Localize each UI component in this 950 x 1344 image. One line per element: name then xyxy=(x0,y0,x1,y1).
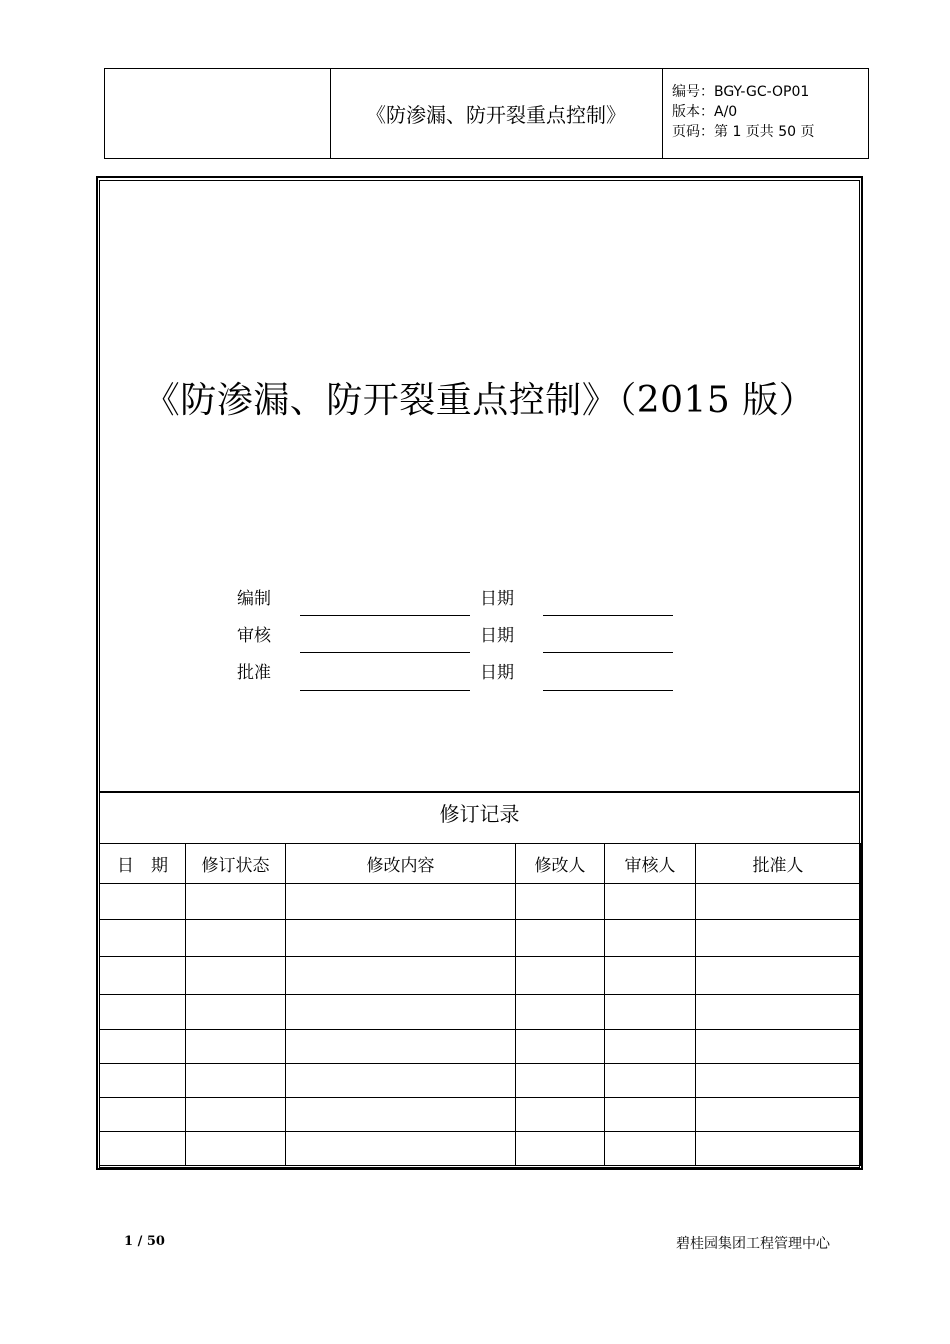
revision-title: 修订记录 xyxy=(439,802,520,826)
page-indicator: 页码：第 1 页共 50 页 xyxy=(672,124,815,140)
table-cell[interactable] xyxy=(516,1030,605,1064)
column-header-date: 日 期 xyxy=(100,844,186,884)
signoff-line-approved[interactable] xyxy=(300,690,470,691)
footer-page-number: 1 / 50 xyxy=(124,1234,165,1249)
signoff-date-label-approved: 日期 xyxy=(480,663,514,683)
column-header-approver: 批准人 xyxy=(696,844,861,884)
table-row xyxy=(100,1098,861,1132)
table-cell[interactable] xyxy=(696,957,861,995)
revision-header-row xyxy=(100,844,861,884)
table-cell[interactable] xyxy=(516,1064,605,1098)
table-cell[interactable] xyxy=(100,1098,186,1132)
table-row xyxy=(100,1030,861,1064)
table-cell[interactable] xyxy=(605,920,696,957)
signoff-line-reviewed[interactable] xyxy=(300,652,470,653)
table-cell[interactable] xyxy=(286,1098,516,1132)
signoff-label-prepared: 编制 xyxy=(237,589,271,609)
table-cell[interactable] xyxy=(186,957,286,995)
table-row xyxy=(100,920,861,957)
revision-divider xyxy=(99,791,860,793)
table-cell[interactable] xyxy=(100,1030,186,1064)
signoff-line-prepared[interactable] xyxy=(300,615,470,616)
signoff-date-line-prepared[interactable] xyxy=(543,615,673,616)
table-cell[interactable] xyxy=(186,920,286,957)
table-cell[interactable] xyxy=(186,1064,286,1098)
document-version: 版本：A/0 xyxy=(672,104,738,120)
table-cell[interactable] xyxy=(696,1098,861,1132)
table-cell[interactable] xyxy=(605,884,696,920)
signoff-label-reviewed: 审核 xyxy=(237,626,271,646)
signoff-date-line-reviewed[interactable] xyxy=(543,652,673,653)
table-cell[interactable] xyxy=(516,1098,605,1132)
table-cell[interactable] xyxy=(186,1098,286,1132)
table-cell[interactable] xyxy=(516,884,605,920)
table-cell[interactable] xyxy=(100,1064,186,1098)
table-cell[interactable] xyxy=(696,1132,861,1166)
table-cell[interactable] xyxy=(696,920,861,957)
table-cell[interactable] xyxy=(696,1064,861,1098)
table-cell[interactable] xyxy=(186,1030,286,1064)
table-cell[interactable] xyxy=(186,995,286,1030)
table-cell[interactable] xyxy=(100,884,186,920)
table-cell[interactable] xyxy=(696,884,861,920)
revision-table-body xyxy=(100,884,861,1166)
table-cell[interactable] xyxy=(516,957,605,995)
column-header-reviewer: 审核人 xyxy=(605,844,696,884)
table-cell[interactable] xyxy=(186,884,286,920)
table-cell[interactable] xyxy=(605,1098,696,1132)
table-cell[interactable] xyxy=(516,995,605,1030)
table-cell[interactable] xyxy=(286,884,516,920)
table-cell[interactable] xyxy=(286,957,516,995)
table-row xyxy=(100,957,861,995)
table-cell[interactable] xyxy=(100,1132,186,1166)
table-cell[interactable] xyxy=(286,995,516,1030)
signoff-date-line-approved[interactable] xyxy=(543,690,673,691)
signoff-label-approved: 批准 xyxy=(237,663,271,683)
header-meta xyxy=(663,69,868,158)
table-cell[interactable] xyxy=(696,995,861,1030)
table-cell[interactable] xyxy=(286,920,516,957)
table-cell[interactable] xyxy=(100,995,186,1030)
table-cell[interactable] xyxy=(605,1030,696,1064)
document-code: 编号：BGY-GC-OP01 xyxy=(672,84,810,100)
table-cell[interactable] xyxy=(286,1064,516,1098)
table-row xyxy=(100,995,861,1030)
table-row xyxy=(100,1064,861,1098)
column-header-status: 修订状态 xyxy=(186,844,286,884)
signoff-date-label-prepared: 日期 xyxy=(480,589,514,609)
table-cell[interactable] xyxy=(696,1030,861,1064)
column-header-content: 修改内容 xyxy=(286,844,516,884)
table-cell[interactable] xyxy=(100,920,186,957)
table-cell[interactable] xyxy=(605,995,696,1030)
table-cell[interactable] xyxy=(605,957,696,995)
table-cell[interactable] xyxy=(605,1064,696,1098)
table-cell[interactable] xyxy=(100,957,186,995)
column-header-modifier: 修改人 xyxy=(516,844,605,884)
header-logo-cell xyxy=(105,69,331,158)
table-cell[interactable] xyxy=(186,1132,286,1166)
table-cell[interactable] xyxy=(286,1030,516,1064)
table-cell[interactable] xyxy=(286,1132,516,1166)
header-title: 《防渗漏、防开裂重点控制》 xyxy=(330,69,663,158)
cover-title: 《防渗漏、防开裂重点控制》（2015 版） xyxy=(143,380,816,421)
table-row xyxy=(100,884,861,920)
table-cell[interactable] xyxy=(516,920,605,957)
table-row xyxy=(100,1132,861,1166)
table-cell[interactable] xyxy=(605,1132,696,1166)
signoff-date-label-reviewed: 日期 xyxy=(480,626,514,646)
document-header xyxy=(104,68,869,159)
footer-organization: 碧桂园集团工程管理中心 xyxy=(676,1236,830,1252)
table-cell[interactable] xyxy=(516,1132,605,1166)
revision-table xyxy=(99,843,861,1166)
